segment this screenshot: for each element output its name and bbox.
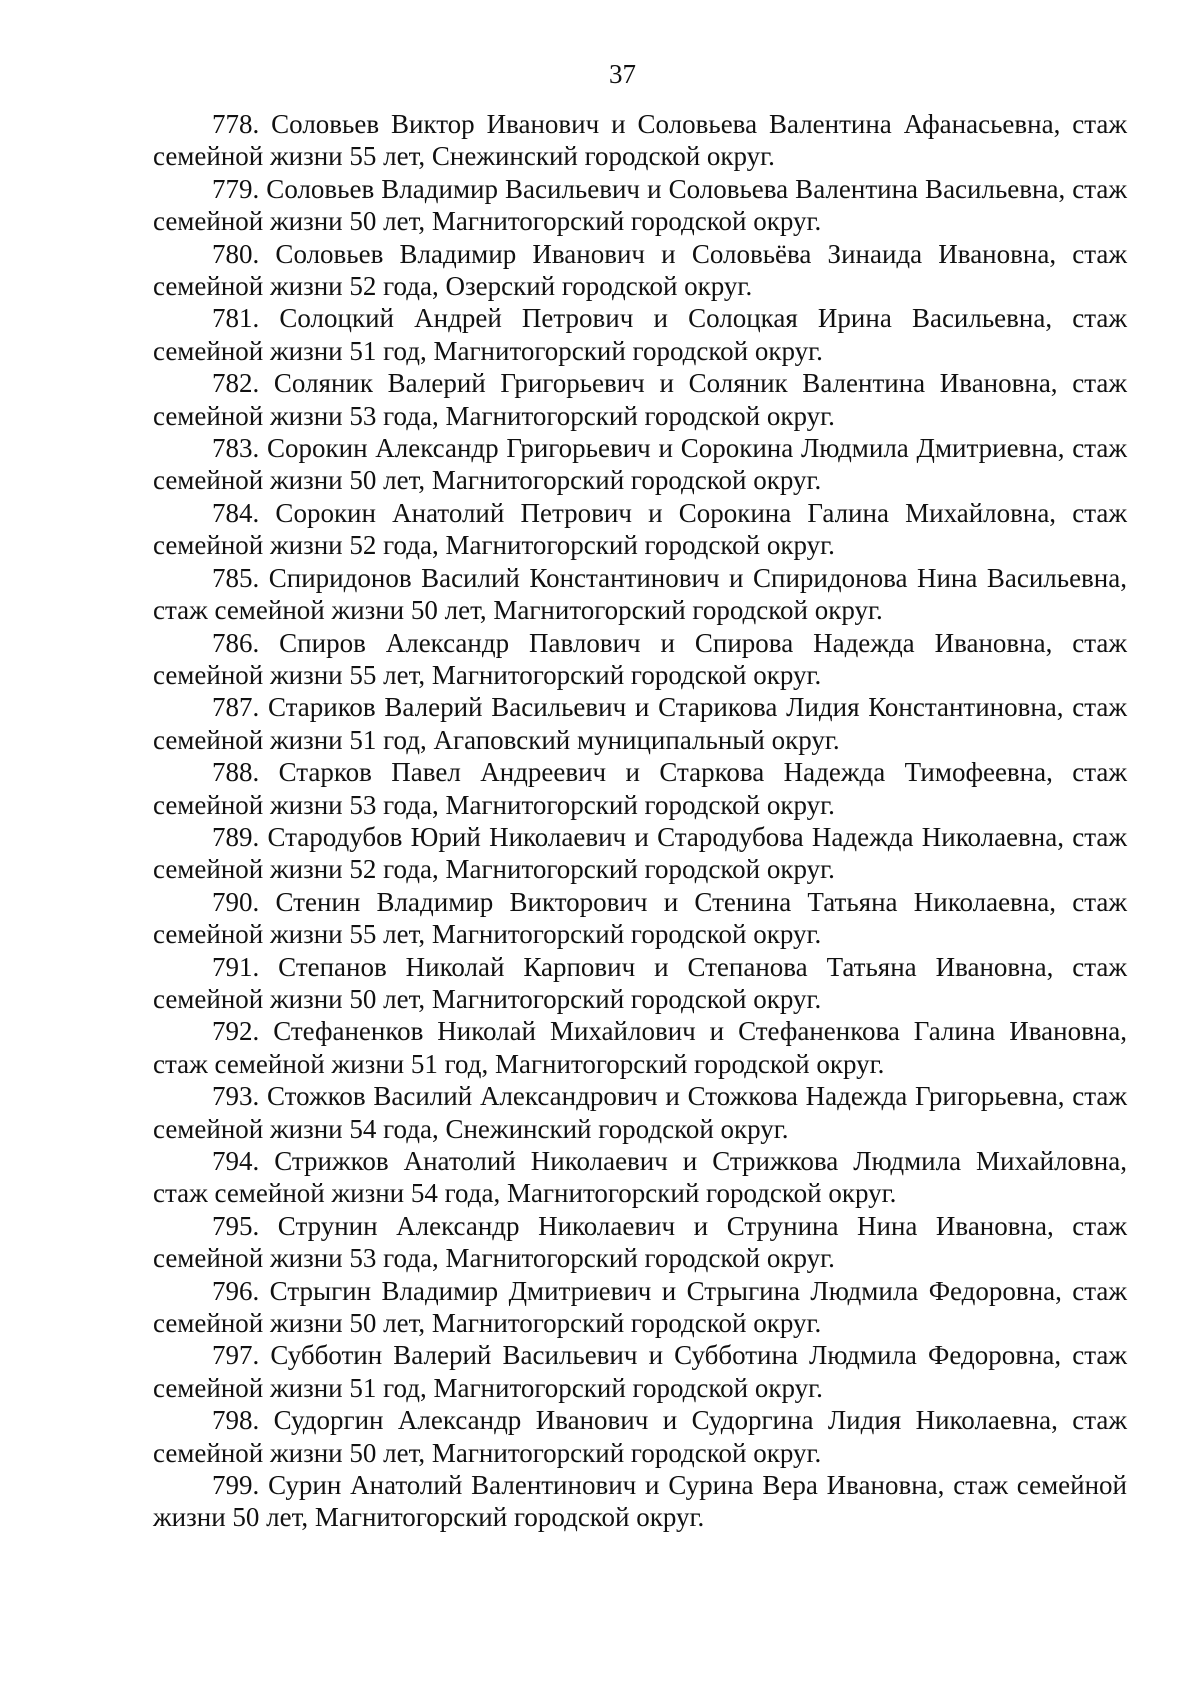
list-item: 799. Сурин Анатолий Валентинович и Сурина Вера Ивановна, стаж семейной жизни 50 лет, Магнитогорский городской округ. (153, 1470, 1127, 1533)
list-item: 795. Струнин Александр Николаевич и Струнина Нина Ивановна, стаж семейной жизни 53 года, Магнитогорский городской округ. (153, 1210, 1127, 1274)
list-item: 792. Стефаненков Николай Михайлович и Стефаненкова Галина Ивановна, стаж семейной жизни 51 год, Магнитогорский городской округ. (153, 1016, 1127, 1079)
list-item: 785. Спиридонов Василий Константинович и Спиридонова Нина Васильевна, стаж семейной жизни 50 лет, Магнитогорский городской округ. (153, 562, 1127, 626)
page-number: 37 (609, 59, 636, 89)
list-item: 793. Стожков Василий Александрович и Стожкова Надежда Григорьевна, стаж семейной жизни 54 года, Снежинский городской округ. (153, 1081, 1127, 1144)
list-item: 796. Стрыгин Владимир Дмитриевич и Стрыгина Людмила Федоровна, стаж семейной жизни 50 лет, Магнитогорский городской округ. (153, 1275, 1127, 1339)
list-item: 779. Соловьев Владимир Васильевич и Соловьева Валентина Васильевна, стаж семейной жизни 50 лет, Магнитогорский городской округ. (153, 173, 1127, 237)
list-item: 778. Соловьев Виктор Иванович и Соловьева Валентина Афанасьевна, стаж семейной жизни 55 лет, Снежинский городской округ. (153, 109, 1127, 172)
list-item: 794. Стрижков Анатолий Николаевич и Стрижкова Людмила Михайловна, стаж семейной жизни 54 года, Магнитогорский городской округ. (153, 1146, 1127, 1209)
list-item: 789. Стародубов Юрий Николаевич и Стародубова Надежда Николаевна, стаж семейной жизни 52 года, Магнитогорский городской округ. (153, 821, 1127, 885)
list-item: 788. Старков Павел Андреевич и Старкова Надежда Тимофеевна, стаж семейной жизни 53 года, Магнитогорский городской округ. (153, 757, 1127, 820)
list-item: 797. Субботин Валерий Васильевич и Субботина Людмила Федоровна, стаж семейной жизни 51 год, Магнитогорский городской округ. (153, 1340, 1127, 1403)
list-item: 787. Стариков Валерий Васильевич и Старикова Лидия Константиновна, стаж семейной жизни 51 год, Агаповский муниципальный округ. (153, 692, 1127, 755)
list-item: 783. Сорокин Александр Григорьевич и Сорокина Людмила Дмитриевна, стаж семейной жизни 50 лет, Магнитогорский городской округ. (153, 433, 1127, 496)
list-item: 790. Стенин Владимир Викторович и Стенина Татьяна Николаевна, стаж семейной жизни 55 лет, Магнитогорский городской округ. (153, 886, 1127, 950)
list-item: 798. Судоргин Александр Иванович и Судоргина Лидия Николаевна, стаж семейной жизни 50 лет, Магнитогорский городской округ. (153, 1405, 1127, 1468)
list-item: 786. Спиров Александр Павлович и Спирова Надежда Ивановна, стаж семейной жизни 55 лет, Магнитогорский городской округ. (153, 627, 1127, 690)
list-item: 780. Соловьев Владимир Иванович и Соловьёва Зинаида Ивановна, стаж семейной жизни 52 года, Озерский городской округ. (153, 238, 1127, 302)
entry-list (153, 108, 1127, 1534)
list-item: 782. Соляник Валерий Григорьевич и Соляник Валентина Ивановна, стаж семейной жизни 53 года, Магнитогорский городской округ. (153, 368, 1127, 431)
list-item: 791. Степанов Николай Карпович и Степанова Татьяна Ивановна, стаж семейной жизни 50 лет, Магнитогорский городской округ. (153, 951, 1127, 1014)
list-item: 784. Сорокин Анатолий Петрович и Сорокина Галина Михайловна, стаж семейной жизни 52 года, Магнитогорский городской округ. (153, 497, 1127, 561)
list-item: 781. Солоцкий Андрей Петрович и Солоцкая Ирина Васильевна, стаж семейной жизни 51 год, Магнитогорский городской округ. (153, 303, 1127, 366)
